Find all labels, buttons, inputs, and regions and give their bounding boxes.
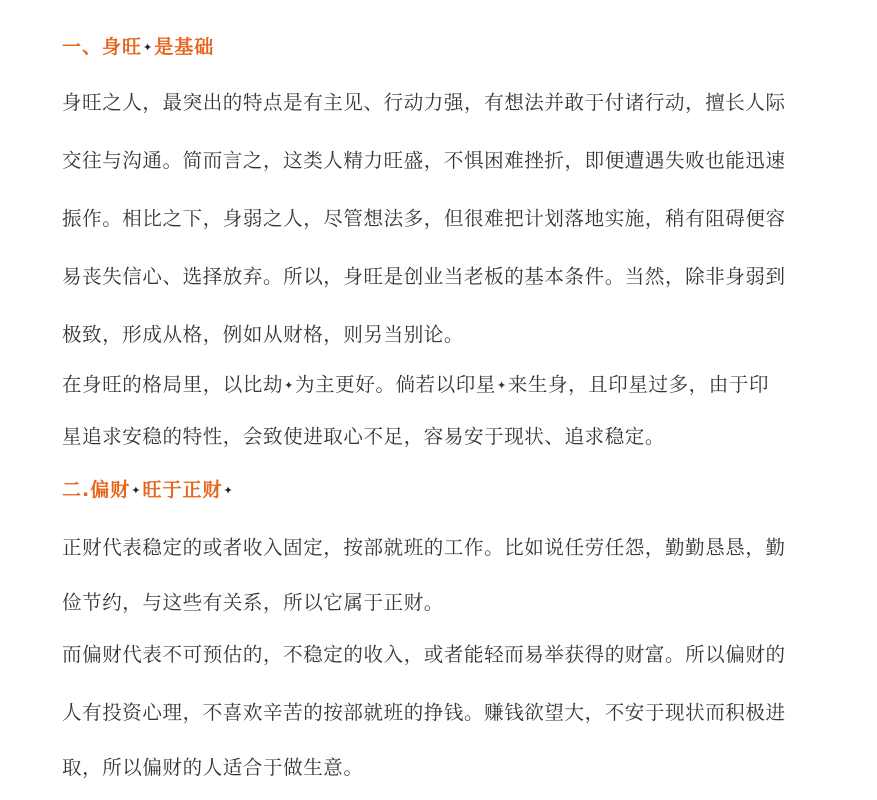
heading-text: 二.偏财 (62, 479, 131, 501)
sparkle-icon: ✦ (223, 484, 234, 497)
paragraph-line: 振作。相比之下，身弱之人，尽管想法多，但很难把计划落地实施，稍有阻碍便容 (62, 207, 786, 230)
paragraph-line: 取，所以偏财的人适合于做生意。 (62, 756, 364, 779)
section-heading-2 (62, 478, 235, 503)
sparkle-icon: ✦ (284, 379, 294, 392)
sparkle-icon: ✦ (131, 484, 142, 497)
paragraph-line: 人有投资心理，不喜欢辛苦的按部就班的挣钱。赚钱欲望大，不安于现状而积极进 (62, 701, 786, 724)
paragraph-line: 易丧失信心、选择放弃。所以，身旺是创业当老板的基本条件。当然，除非身弱到 (62, 265, 786, 288)
paragraph-line: 星追求安稳的特性，会致使进取心不足，容易安于现状、追求稳定。 (62, 425, 666, 448)
paragraph-line: 俭节约，与这些有关系，所以它属于正财。 (62, 591, 444, 614)
paragraph-line: 极致，形成从格，例如从财格，则另当别论。 (62, 323, 465, 346)
heading-text: 旺于正财 (142, 479, 223, 501)
section-heading-1 (62, 35, 214, 60)
text-span: 为主更好。倘若以印星 (294, 373, 496, 396)
sparkle-icon: ✦ (143, 41, 154, 54)
text-span: 来生身，且印星过多，由于印 (507, 373, 770, 396)
paragraph-line (62, 372, 769, 399)
heading-text: 一、身旺 (62, 36, 143, 58)
heading-text: 是基础 (154, 36, 215, 58)
text-span: 在身旺的格局里，以比劫 (62, 373, 284, 396)
sparkle-icon: ✦ (496, 379, 507, 392)
paragraph-line: 正财代表稳定的或者收入固定，按部就班的工作。比如说任劳任怨，勤勤恳恳，勤 (62, 536, 786, 559)
paragraph-line: 而偏财代表不可预估的，不稳定的收入，或者能轻而易举获得的财富。所以偏财的 (62, 643, 786, 666)
paragraph-line: 身旺之人，最突出的特点是有主见、行动力强，有想法并敢于付诸行动，擅长人际 (62, 91, 786, 114)
paragraph-line: 交往与沟通。简而言之，这类人精力旺盛，不惧困难挫折，即便遭遇失败也能迅速 (62, 149, 786, 172)
